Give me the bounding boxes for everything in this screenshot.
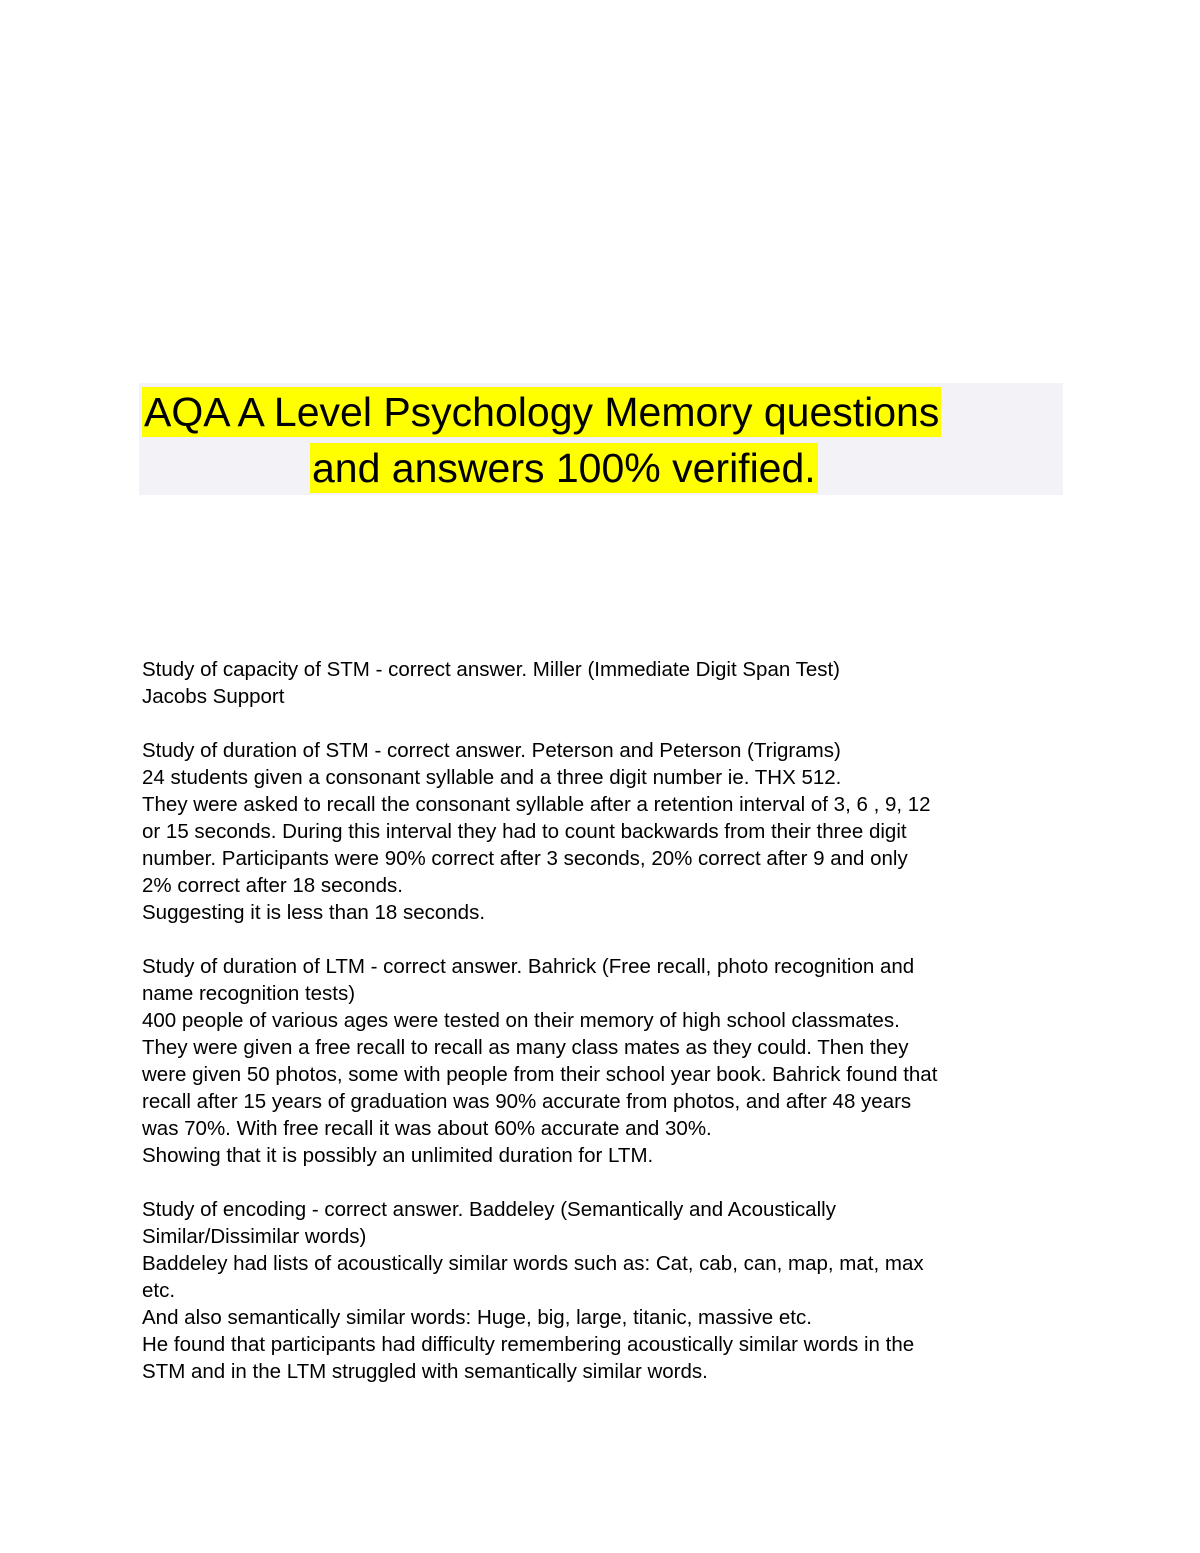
- document-title-line-2: and answers 100% verified.: [312, 445, 816, 491]
- qa-item-stm-duration: [142, 737, 1072, 926]
- qa-line: Baddeley had lists of acoustically similar words such as: Cat, cab, can, map, mat, max: [142, 1252, 924, 1275]
- qa-line: They were asked to recall the consonant syllable after a retention interval of 3, 6 , 9, 12: [142, 793, 931, 816]
- qa-line: Similar/Dissimilar words): [142, 1225, 367, 1248]
- qa-line: name recognition tests): [142, 982, 356, 1005]
- qa-item-stm-capacity: [142, 656, 1072, 710]
- qa-line: And also semantically similar words: Huge, big, large, titanic, massive etc.: [142, 1306, 812, 1329]
- qa-line: STM and in the LTM struggled with semantically similar words.: [142, 1360, 708, 1383]
- qa-line: Study of capacity of STM - correct answer. Miller (Immediate Digit Span Test): [142, 658, 841, 681]
- qa-item-ltm-duration: [142, 953, 1072, 1169]
- qa-line: He found that participants had difficulty remembering acoustically similar words in the: [142, 1333, 915, 1356]
- qa-line: They were given a free recall to recall as many class mates as they could. Then they: [142, 1036, 909, 1059]
- document-title-line-1: AQA A Level Psychology Memory questions: [144, 389, 940, 435]
- qa-line: Jacobs Support: [142, 685, 285, 708]
- qa-line: Suggesting it is less than 18 seconds.: [142, 901, 486, 924]
- qa-line: Study of duration of LTM - correct answer. Bahrick (Free recall, photo recognition and: [142, 955, 915, 978]
- qa-content: [142, 656, 1072, 1412]
- qa-line: Study of encoding - correct answer. Baddeley (Semantically and Acoustically: [142, 1198, 836, 1221]
- qa-line: 24 students given a consonant syllable and a three digit number ie. THX 512.: [142, 766, 842, 789]
- qa-line: 2% correct after 18 seconds.: [142, 874, 403, 897]
- qa-line: was 70%. With free recall it was about 60% accurate and 30%.: [142, 1117, 712, 1140]
- qa-line: Study of duration of STM - correct answer. Peterson and Peterson (Trigrams): [142, 739, 841, 762]
- qa-line: were given 50 photos, some with people from their school year book. Bahrick found that: [142, 1063, 938, 1086]
- qa-line: etc.: [142, 1279, 176, 1302]
- qa-item-encoding: [142, 1196, 1072, 1385]
- qa-line: or 15 seconds. During this interval they had to count backwards from their three digit: [142, 820, 907, 843]
- qa-line: recall after 15 years of graduation was 90% accurate from photos, and after 48 years: [142, 1090, 912, 1113]
- qa-line: 400 people of various ages were tested on their memory of high school classmates.: [142, 1009, 900, 1032]
- qa-line: Showing that it is possibly an unlimited duration for LTM.: [142, 1144, 654, 1167]
- qa-line: number. Participants were 90% correct after 3 seconds, 20% correct after 9 and only: [142, 847, 908, 870]
